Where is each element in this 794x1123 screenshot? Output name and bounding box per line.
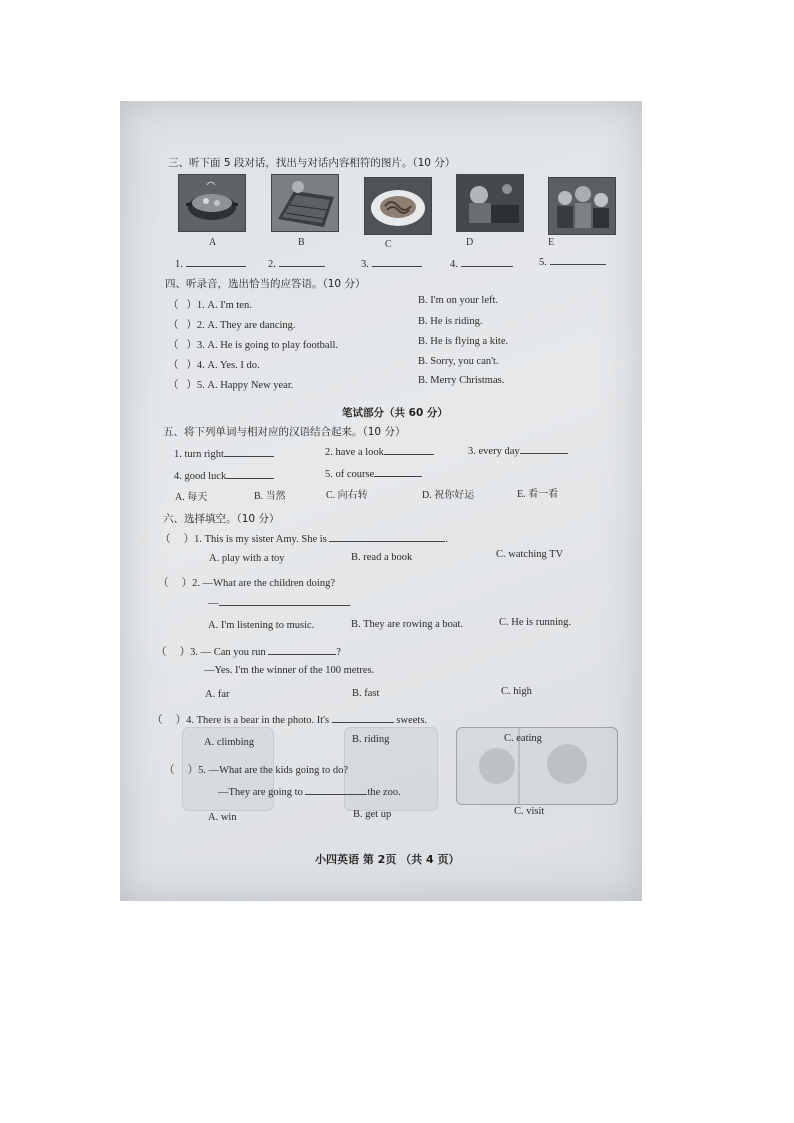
answer-blank-4[interactable] (461, 257, 513, 267)
picture-a-hotpot (178, 174, 246, 232)
s6-q2-answer: — . (208, 598, 352, 609)
s4-item-4: （ ）4. A. Yes. I do. (168, 360, 260, 371)
s6-q1-option-a: A. play with a toy (209, 553, 285, 564)
s4-item-3-b: B. He is flying a kite. (418, 336, 509, 347)
s6-q2-option-a: A. I'm listening to music. (208, 620, 315, 631)
answer-blank-1[interactable] (186, 257, 246, 267)
s5-blank-1[interactable] (224, 447, 274, 457)
s6-q3-option-b: B. fast (352, 688, 380, 699)
picture-e-family (548, 177, 616, 235)
sleeping-child-icon (457, 175, 523, 231)
answer-2: 2. (268, 257, 325, 270)
answer-5: 5. (539, 255, 606, 268)
answer-blank-2[interactable] (279, 257, 325, 267)
s6-q3-option-c: C. high (501, 686, 532, 697)
exam-page (120, 101, 642, 901)
s6-q1-option-c: C. watching TV (496, 549, 564, 560)
s5-option-e: E. 看一看 (517, 489, 559, 500)
s6-q2-stem: （ ）2. —What are the children doing? (158, 578, 335, 589)
s6-q1-blank[interactable] (329, 532, 445, 542)
s4-item-5: （ ）5. A. Happy New year. (168, 380, 294, 391)
s5-option-c: C. 向右转 (326, 490, 368, 501)
answer-3: 3. (361, 257, 422, 270)
picture-label-d: D (466, 237, 474, 248)
s4-item-2: （ ）2. A. They are dancing. (168, 320, 296, 331)
s4-item-5-b: B. Merry Christmas. (418, 375, 505, 386)
answer-1: 1. (175, 257, 246, 270)
s6-q5-option-b: B. get up (353, 809, 392, 820)
s6-q4-option-a: A. climbing (204, 737, 255, 748)
s4-item-3: （ ）3. A. He is going to play football. (168, 340, 339, 351)
s5-item-5: 5. of course (325, 467, 422, 480)
s6-q3-stem: （ ）3. — Can you run ? (156, 647, 341, 658)
answer-blank-5[interactable] (550, 255, 606, 265)
s6-q3-reply: —Yes. I'm the winner of the 100 metres. (204, 665, 375, 676)
s6-q2-blank[interactable] (219, 596, 349, 606)
s6-q2-option-c: C. He is running. (499, 617, 572, 628)
s5-item-3: 3. every day (468, 444, 568, 457)
answer-blank-3[interactable] (372, 257, 422, 267)
written-part-title: 笔试部分（共 60 分） (342, 407, 448, 419)
s5-blank-2[interactable] (384, 445, 434, 455)
s5-blank-5[interactable] (374, 467, 422, 477)
s6-q1-stem: （ ）1. This is my sister Amy. She is . (160, 534, 448, 545)
s6-q4-stem: （ ）4. There is a bear in the photo. It's sweets. (152, 715, 428, 726)
tablecloth-icon (272, 175, 338, 231)
s6-q4-option-b: B. riding (352, 734, 390, 745)
picture-label-e: E (548, 237, 555, 248)
s5-item-1: 1. turn right (174, 447, 274, 460)
s6-q5-blank[interactable] (305, 785, 367, 795)
section-5-heading: 五、将下列单词与相对应的汉语结合起来。（10 分） (163, 426, 406, 438)
noodles-icon (365, 178, 431, 234)
picture-d-child (456, 174, 524, 232)
s5-blank-4[interactable] (226, 469, 274, 479)
s6-q5-option-c: C. visit (514, 806, 545, 817)
page-footer: 小四英语 第 2页 （共 4 页） (315, 853, 460, 866)
picture-label-c: C (385, 239, 392, 250)
s6-q3-blank[interactable] (268, 645, 336, 655)
s4-item-1: （ ）1. A. I'm ten. (168, 300, 252, 311)
answer-4: 4. (450, 257, 513, 270)
s5-option-b: B. 当然 (254, 491, 286, 502)
s4-item-1-b: B. I'm on your left. (418, 295, 499, 306)
family-icon (549, 178, 615, 234)
s5-option-a: A. 每天 (175, 492, 208, 503)
section-3-heading: 三、听下面 5 段对话，找出与对话内容相符的图片。（10 分） (168, 157, 456, 169)
s6-q2-option-b: B. They are rowing a boat. (351, 619, 464, 630)
s5-item-2: 2. have a look (325, 445, 434, 458)
s6-q5-reply: —They are going to the zoo. (218, 787, 401, 798)
s6-q1-option-b: B. read a book (351, 552, 413, 563)
section-6-heading: 六、选择填空。（10 分） (163, 513, 280, 525)
s4-item-2-b: B. He is riding. (418, 316, 483, 327)
section-4-heading: 四、听录音，选出恰当的应答语。（10 分） (165, 278, 366, 290)
s6-q5-stem: （ ）5. —What are the kids going to do? (164, 765, 349, 776)
s5-item-4: 4. good luck (174, 469, 274, 482)
s6-q4-blank[interactable] (332, 713, 394, 723)
picture-label-b: B (298, 237, 305, 248)
s5-blank-3[interactable] (520, 444, 568, 454)
picture-c-noodles (364, 177, 432, 235)
s6-q3-option-a: A. far (205, 689, 230, 700)
s5-option-d: D. 祝你好运 (422, 490, 475, 501)
picture-b-tablecloth (271, 174, 339, 232)
s6-q5-option-a: A. win (208, 812, 237, 823)
hotpot-icon (179, 175, 245, 231)
s6-q4-option-c: C. eating (504, 733, 542, 744)
s4-item-4-b: B. Sorry, you can't. (418, 356, 499, 367)
picture-label-a: A (209, 237, 217, 248)
